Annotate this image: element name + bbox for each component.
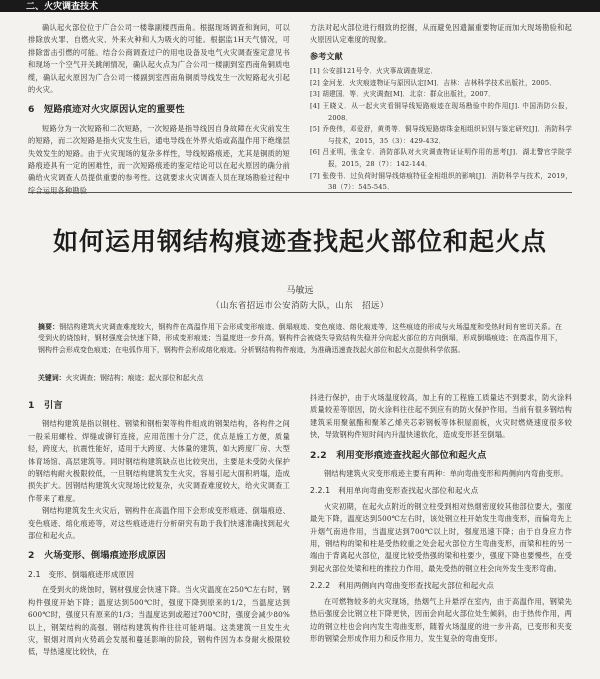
section-2-2-2-body: 在可燃物较多的火灾现场，热烟气上升悬浮在室内，由于高温作用，钢梁先热后强度会比钢立柱下降更快，因而会向起火部位处生倾斜，由于热传作用，两边的钢立柱也会向内发生弯曲变形，随着火场温度的进一步升高，已变形和夹变形的钢梁会形成作用力和反作用力，发生复杂的弯曲变形。 (310, 596, 572, 643)
reference-item: [7] 张俊书．过负荷时铜导线熔痕特征金相组织的影响[J]．消防科学与技术，2019，38（7）：545-545． (310, 171, 572, 192)
keywords (38, 373, 562, 384)
section-6-body: 短路分为一次短路和二次短路，一次短路是指导线因自身故障在火灾前发生的短路，而二次短路是指火灾发生后，通电导线在外界火焰或高温作用下绝缘层失效发生的短路。由于火灾现场的复杂多样性，导线短路痕迹，尤其是铜质的短路痕迹具有一定的困难性，而一次短路痕迹的鉴定结论可以在起火原因的确分前确给火灾调查人员提供重要的参考性。这就要求火灾调查人员在现场勘验过程中综合运用各种勘验 (28, 123, 290, 195)
keywords-label: 关键词： (38, 374, 66, 382)
section-1-heading: 1 引言 (28, 400, 63, 411)
article-author: 马敏远 (286, 286, 314, 296)
section-2-1-continuation: 抖进行保护，由于火场温度较高，加上有的工程施工质量达不到要求，防火涂料质量较差等原因，防火涂料往往起不到应有的防火保护作用。当前有很多钢结构建筑采用聚氨酯和聚苯乙烯夹芯彩钢板等体积屋面板，火灾时燃烧速度很多较快，导致钢构件短时间内升温快速软化，造成变形甚至倒塌。 (310, 393, 572, 440)
reference-item: [1] 公安部121号令．火灾事故调查规定． (310, 67, 438, 76)
section-1-paragraph-2: 钢结构建筑发生火灾后，钢构件在高温作用下会形成变形痕迹、倒塌痕迹、变色痕迹、熔化痕迹等，对这些痕迹进行分析研究有助于我们快速准确找到起火部位和起火点。 (28, 506, 290, 541)
upper-right-column (310, 22, 572, 194)
lower-right-column (310, 392, 572, 645)
reference-item: [4] 王晓义．从一起火灾看铜导线短路痕迹在现场勘验中的作用[J]. 中国消防公报，2008． (310, 102, 572, 122)
running-header-bar (0, 0, 600, 12)
section-2-heading: 2 火场变形、倒塌痕迹形成原因 (28, 550, 167, 562)
abstract-label: 摘要： (38, 323, 60, 331)
lower-left-column (28, 392, 290, 659)
abstract-text: 钢结构建筑火灾调查难度较大，钢构件在高温作用下会形成变形痕迹、倒塌痕迹、变色痕迹、熔化痕迹等，这些痕迹的形成与火场温度和受热时间有密切关系。在受到火的烧蚀时，钢材强度会快速下降，形成变形痕迹；当温度进一步升高，钢构件会被烧失导致结构失稳并分向起火部位的方向倒塌，形成倒塌痕迹；在高温作用下，钢构件会形成变色痕迹；在电弧作用下，钢构件会形成熔化痕迹。分析钢结构构件痕迹，为准确迅速查找起火部位和起火点提供科学依据。 (38, 323, 562, 354)
reference-item: [3] 胡建国．等．火灾调查[M]．北京：群众出版社，2007． (310, 90, 495, 99)
article-title: 如何运用钢结构痕迹查找起火部位和起火点 (52, 227, 547, 256)
section-2-2-heading: 2.2 利用变形痕迹查找起火部位和起火点 (310, 449, 487, 461)
section-1-paragraph-1: 钢结构建筑是指以钢柱、钢梁和钢桁架等构件组成的钢架结构，各构件之间一般采用螺栓、焊缝或铆钉连接，应用范围十分广泛，优点是施工方便，质量轻，跨度大，抗震性能好，适用于大跨度、大体量的建筑，如大跨度厂房、大型体育场馆、高层建筑等。同时钢结构建筑缺点也比较突出，主要是未受防火保护的钢结构耐火极限较低，一旦钢结构建筑发生火灾，容易引起大面积坍塌，造成损失扩大。因钢结构建筑火灾现场比较复杂，火灾调查难度较大，给火灾调查工作带来了难度。 (28, 419, 290, 503)
reference-item: [6] 吕亚明，张金专．消防部队对火灾调查物证证明作用的思考[J]．湖北警官学院学报，2015，28（7）：142-144． (310, 148, 572, 168)
section-2-1-heading: 2.1 变形、倒塌痕迹形成原因 (28, 569, 135, 579)
article-affiliation: （山东省招远市公安消防大队，山东 招远） (211, 300, 389, 310)
references-heading: 参考文献 (310, 51, 343, 61)
upper-left-column (28, 22, 290, 197)
section-2-2-1-body: 火灾初期，在起火点附近的钢立柱受到相对热烟密度较其他部位要大，强度最先下降，温度达到500℃左右时，该处钢立柱开始发生弯曲变形，而偏弯先上升烟气南进作用，当温度达到700℃以上时，强度迅速下降；由于自身应力作用，钢结构的梁和柱是受热较重之处会起火部位方生弯曲变形，而梁和柱的另一端由于背离起火部位，温度比较受热强的梁和柱要少，强度下降也要慢些，在受到起火部位处梁和柱的推拉力作用，最先受热的钢立柱会向外发生变形弯曲。 (310, 501, 572, 573)
keywords-text: 火灾调查；钢结构；痕迹；起火部位和起火点 (65, 374, 204, 382)
running-header-label: 二、火灾调查技术 (26, 2, 99, 12)
previous-article-continuation: 方法对起火部位进行细致的挖掘，从而避免因遗漏重要物证而加大现场勘验和起火原因认定难度的现象。 (310, 23, 572, 45)
reference-item: [5] 乔俊伟，邓爱舒，黄勇等．铜导线短路熔珠金相组织识别与鉴定研究[J]．消防科学与技术，2015，35（3）：429-432． (310, 125, 572, 145)
section-2-2-2-heading: 2.2.2 利用两侧向内弯曲变形查找起火部位和起火点 (310, 581, 494, 591)
section-6-heading: 6 短路痕迹对火灾原因认定的重要性 (28, 104, 185, 116)
references-list (310, 66, 572, 194)
section-2-2-1-heading: 2.2.1 利用单向弯曲变形查找起火部位和起火点 (310, 486, 479, 496)
section-2-1-body: 在受到火的烧蚀时，钢材强度会快速下降。当火灾温度在250℃左右时，钢构件强度开始下降；温度达到500℃时，强度下降到原来的1/2，当温度达到600℃时，强度只有原来的1/3；当温度达到或超过700℃时，强度会减少80%以上，钢架结构的高强、钢结构建筑构件往往可能坍塌。这类建筑一旦发生火灾，银烟对周向火势疏会发展和蔓延影晌的阶段，钢构件因为本身耐火极限较低，导热速度比较快，在 (28, 585, 290, 657)
section-2-2-intro: 钢结构建筑火灾变形痕迹主要有两种：单向弯曲变形和两侧向内弯曲变形。 (324, 469, 568, 479)
previous-article-conclusion: 确认起火部位位于广合公司一楼靠副楼西南角。根据现场调查和询问，可以排除放火罪、自燃火灾、外来火种和人为吸火的可能。根据监1H天气情况，可排除雷击引燃的可能。结合公商调查过户的用电设备及电气火灾调查鉴定意见书和现场一个空气开关跳闸情况，确认起火点为广合公司一楼副到室西南角铜质电缆，确认起火原因为广合公司一楼副到室西南角铜质导线发生一次短路起火引起的火灾。 (28, 23, 290, 95)
reference-item: [2] 金河龙．火灾痕迹物证与原因认定[M]．吉林：吉林科学技术出版社，2005． (310, 78, 557, 87)
abstract (38, 322, 562, 356)
article-divider (28, 192, 572, 193)
